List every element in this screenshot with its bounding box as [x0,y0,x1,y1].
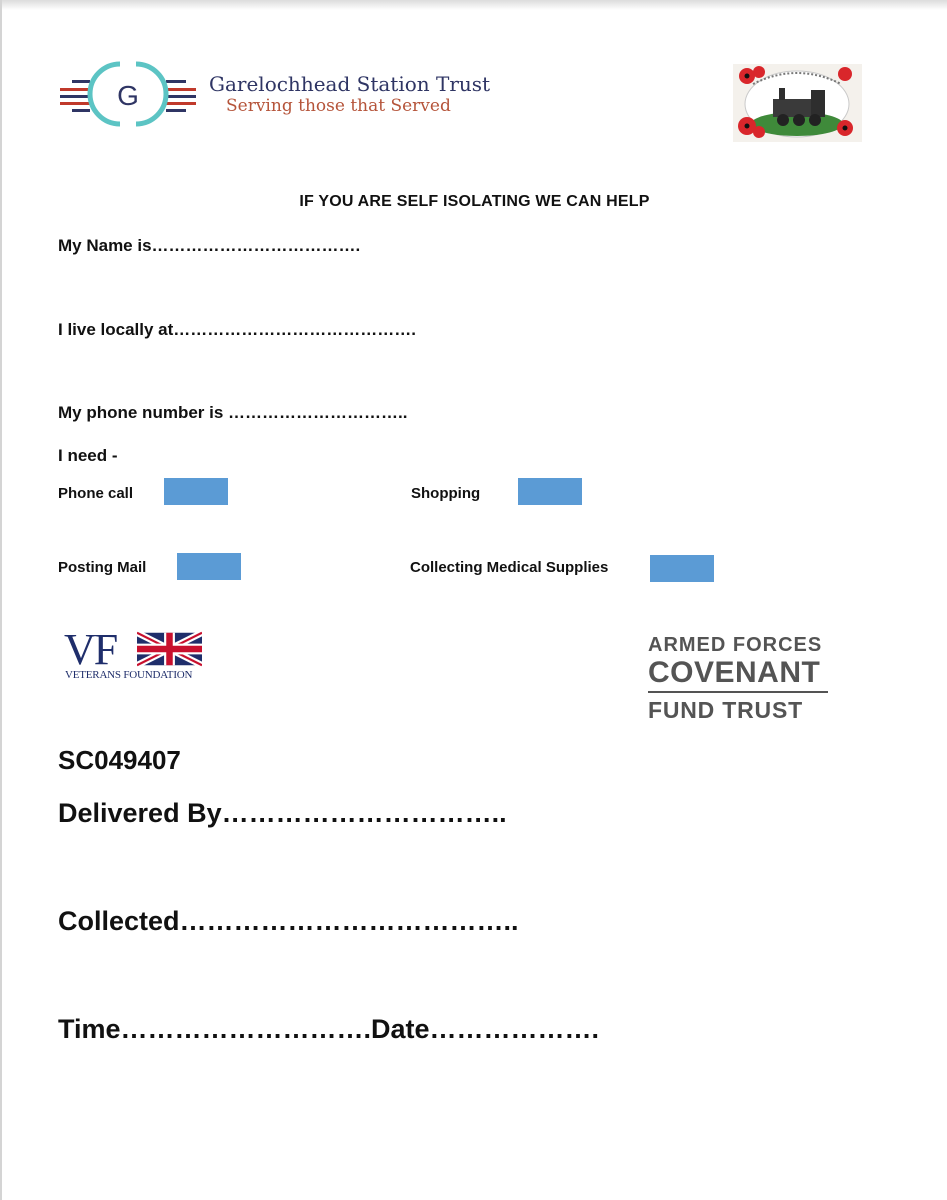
page-top-shadow [0,0,947,10]
steam-train-poppies-icon [733,64,862,142]
name-line: My Name is………………………………. [58,236,361,255]
phone-line: My phone number is ………………………….. [58,403,408,422]
armed-forces-covenant-logo [648,633,838,723]
logo-letter: G [117,80,139,111]
union-flag-icon [137,631,202,667]
need-label: I need - [58,446,118,465]
afc-line-3: FUND TRUST [648,697,803,723]
vf-letters: VF [64,625,117,674]
option-label-medical-supplies: Collecting Medical Supplies [410,559,609,576]
medical-supplies-checkbox[interactable] [650,555,714,582]
shopping-checkbox[interactable] [518,478,582,505]
page-title [0,193,947,211]
option-label-posting-mail: Posting Mail [58,559,147,576]
page-title-text: IF YOU ARE SELF ISOLATING WE CAN HELP [299,193,650,210]
address-line: I live locally at……………………………………. [58,320,417,339]
vf-caption: VETERANS FOUNDATION [65,669,193,681]
collected-line: Collected……………………………….. [58,906,519,936]
delivered-by-line: Delivered By………………………….. [58,798,507,828]
garelochhead-logo-icon [58,58,198,130]
afc-divider [648,691,828,693]
phone-call-checkbox[interactable] [164,478,228,505]
option-label-phone-call: Phone call [58,485,134,502]
page-left-edge [0,0,2,1200]
charity-number: SC049407 [58,745,181,775]
posting-mail-checkbox[interactable] [177,553,241,580]
afc-line-2: COVENANT [648,656,821,689]
afc-line-1: ARMED FORCES [648,634,823,656]
time-date-line: Time……………………….Date………………. [58,1014,600,1044]
option-label-shopping: Shopping [411,485,481,502]
veterans-foundation-logo [64,625,206,684]
trust-tagline: Serving those that Served [226,96,451,116]
trust-name: Garelochhead Station Trust [209,72,491,96]
